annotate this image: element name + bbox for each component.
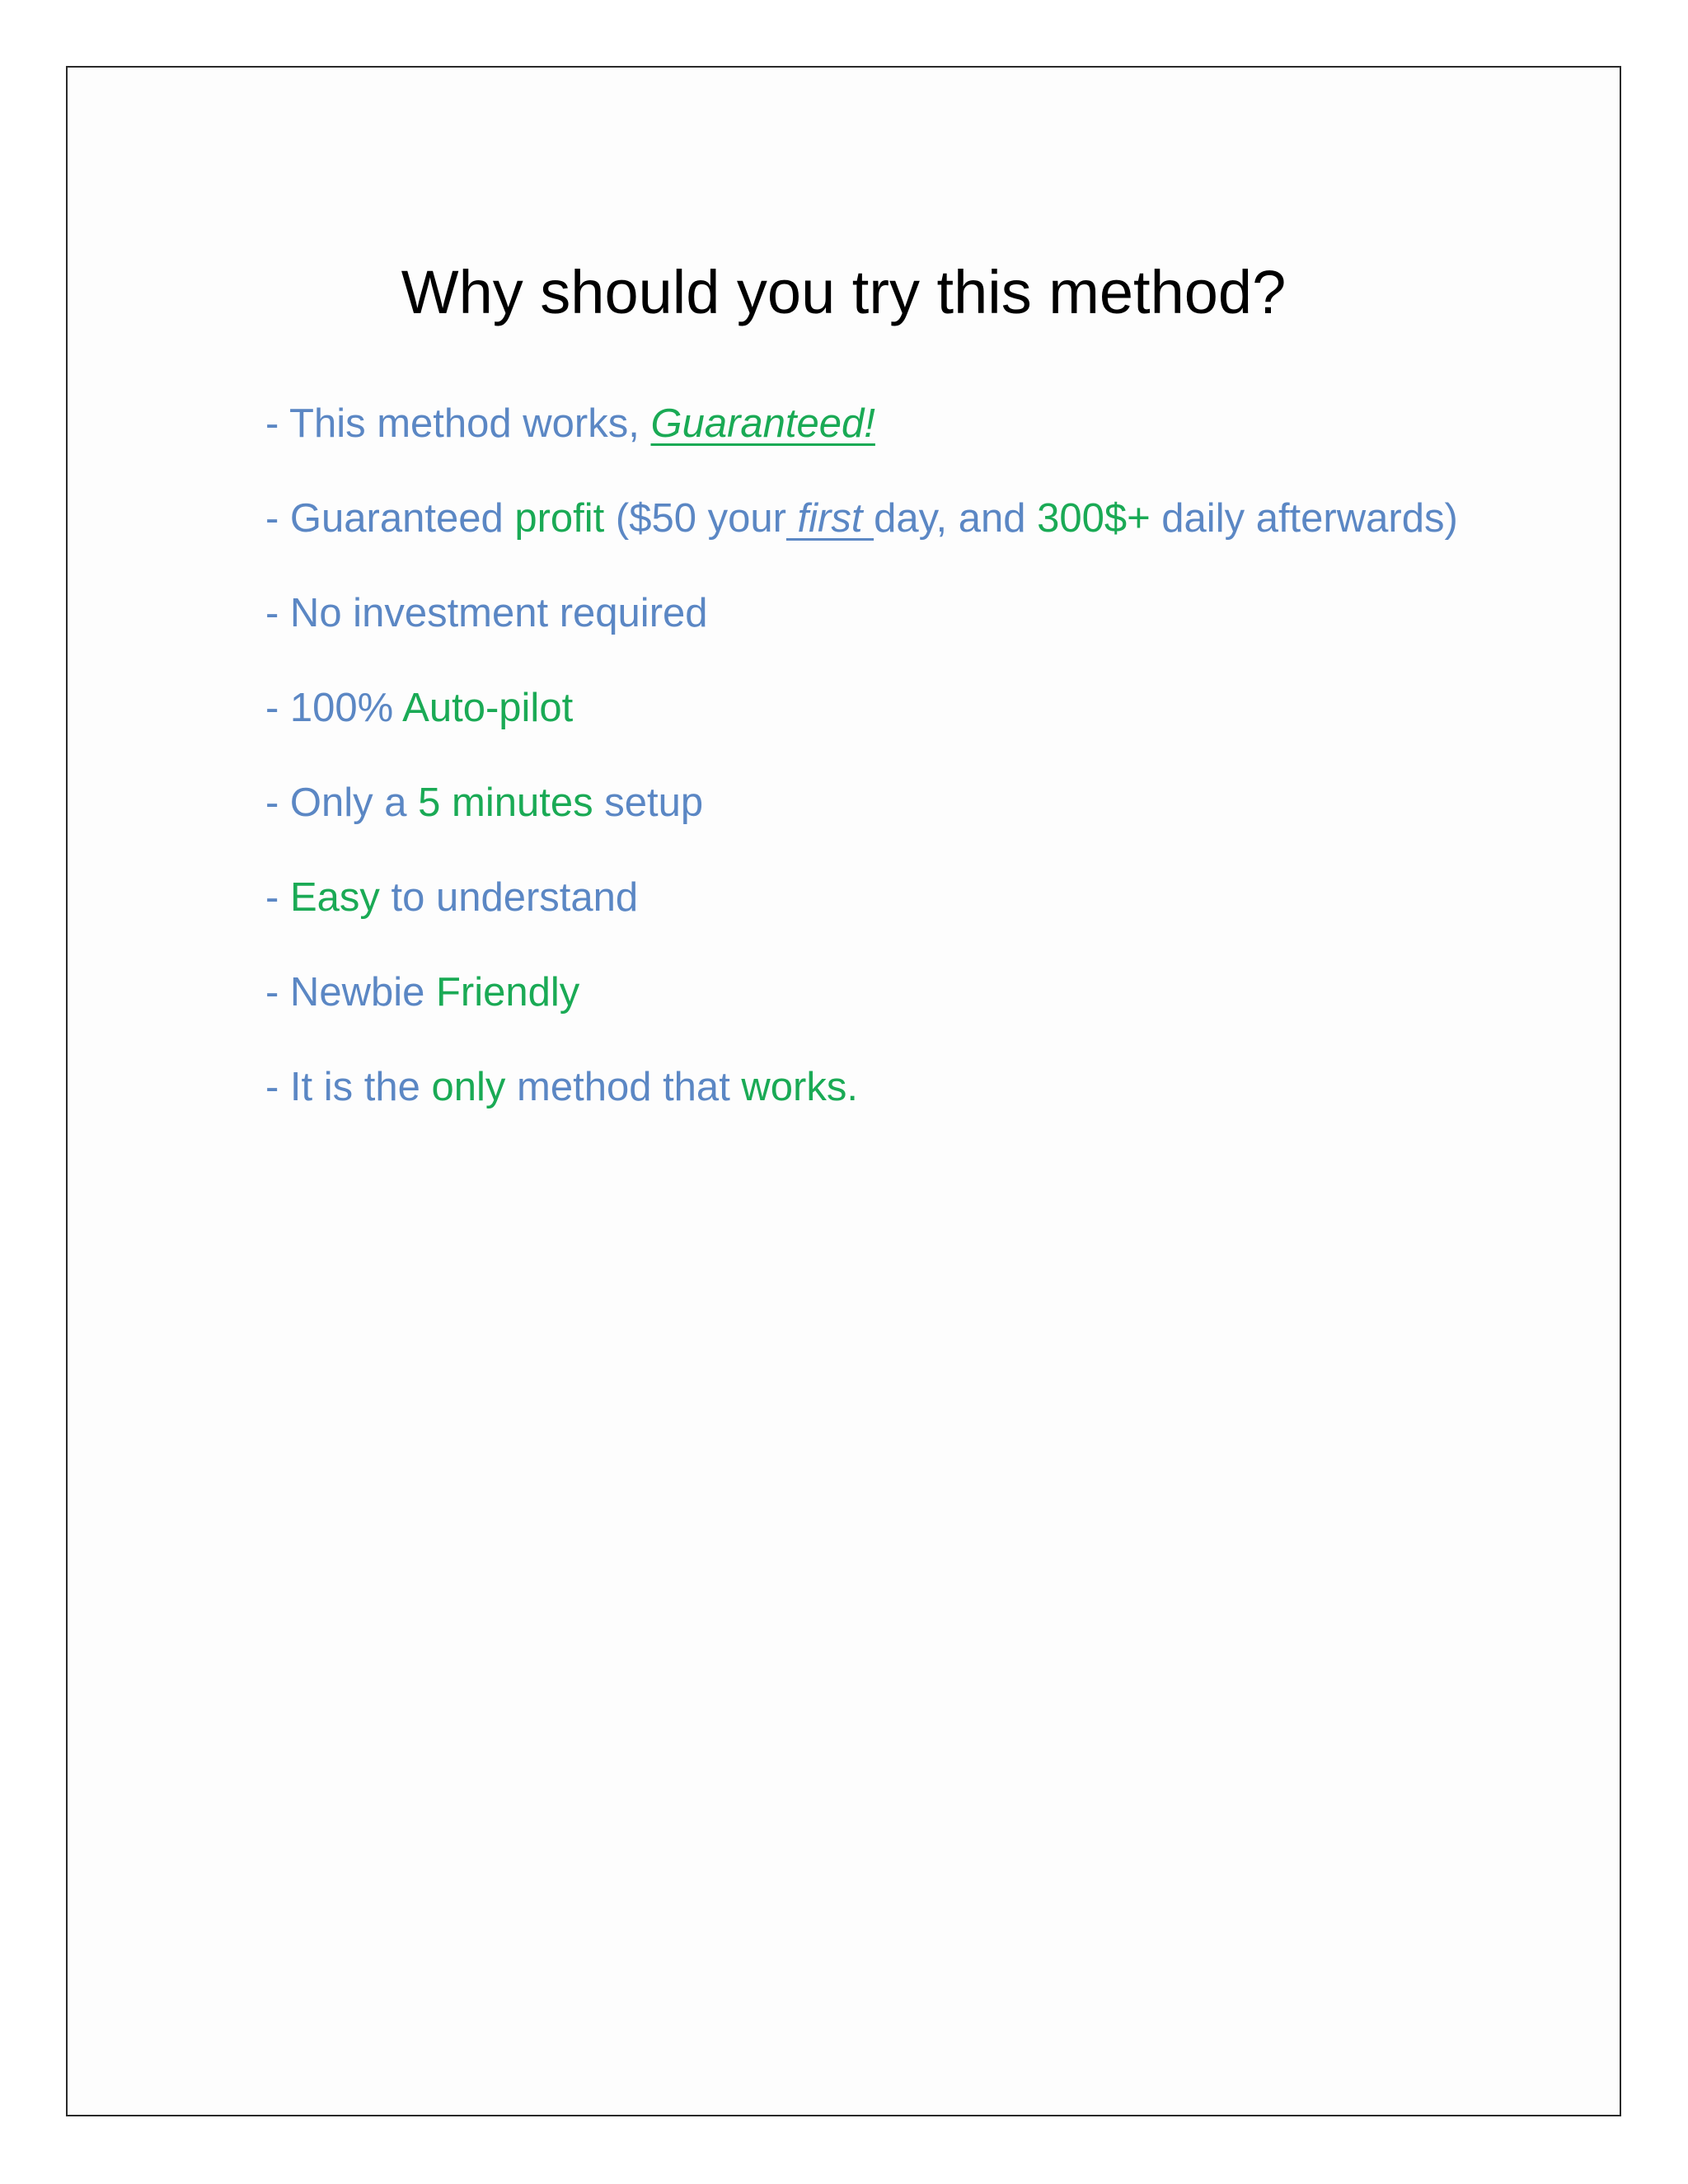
- page-title: Why should you try this method?: [401, 258, 1287, 326]
- bullet-guaranteed-profit: [265, 496, 1458, 593]
- bullet-auto-pilot: [265, 688, 1458, 783]
- bullet-text: method that: [505, 1065, 742, 1109]
- bullet-text: daily afterwards): [1150, 496, 1458, 541]
- bullet-guaranteed-works: [265, 401, 1458, 499]
- document-page: [66, 66, 1621, 2116]
- bullet-text: day, and: [874, 496, 1038, 541]
- bullet-no-investment: [265, 593, 1458, 688]
- bullet-text: - No investment required: [265, 591, 708, 635]
- friendly-highlight: Friendly: [435, 970, 580, 1015]
- bullet-text: - Newbie: [265, 970, 436, 1015]
- bullet-text: -: [265, 875, 290, 920]
- bullet-newbie: [265, 972, 1458, 1067]
- works-highlight: works.: [741, 1065, 858, 1109]
- bullet-text: ($50 your: [604, 496, 786, 541]
- bullet-text: - It is the: [265, 1065, 432, 1109]
- bullet-text: - 100%: [265, 686, 403, 730]
- bullet-text: - Guaranteed: [265, 496, 515, 541]
- guaranteed-emphasis: Guaranteed!: [650, 401, 875, 446]
- bullet-setup-time: [265, 780, 1458, 878]
- first-emphasis: first: [785, 496, 874, 541]
- bullet-text: to understand: [379, 875, 639, 920]
- minutes-highlight: 5 minutes: [418, 780, 593, 825]
- auto-pilot-highlight: Auto-pilot: [402, 686, 574, 730]
- only-highlight: only: [431, 1065, 506, 1109]
- bullet-list: [265, 401, 1458, 1162]
- bullet-only-method: [265, 1067, 1458, 1162]
- bullet-text: setup: [593, 780, 704, 825]
- bullet-easy: [265, 875, 1458, 972]
- amount-highlight: 300$+: [1037, 496, 1151, 541]
- bullet-text: - Only a: [265, 780, 419, 825]
- profit-highlight: profit: [514, 496, 605, 541]
- bullet-text: - This method works,: [265, 401, 651, 446]
- easy-highlight: Easy: [289, 875, 380, 920]
